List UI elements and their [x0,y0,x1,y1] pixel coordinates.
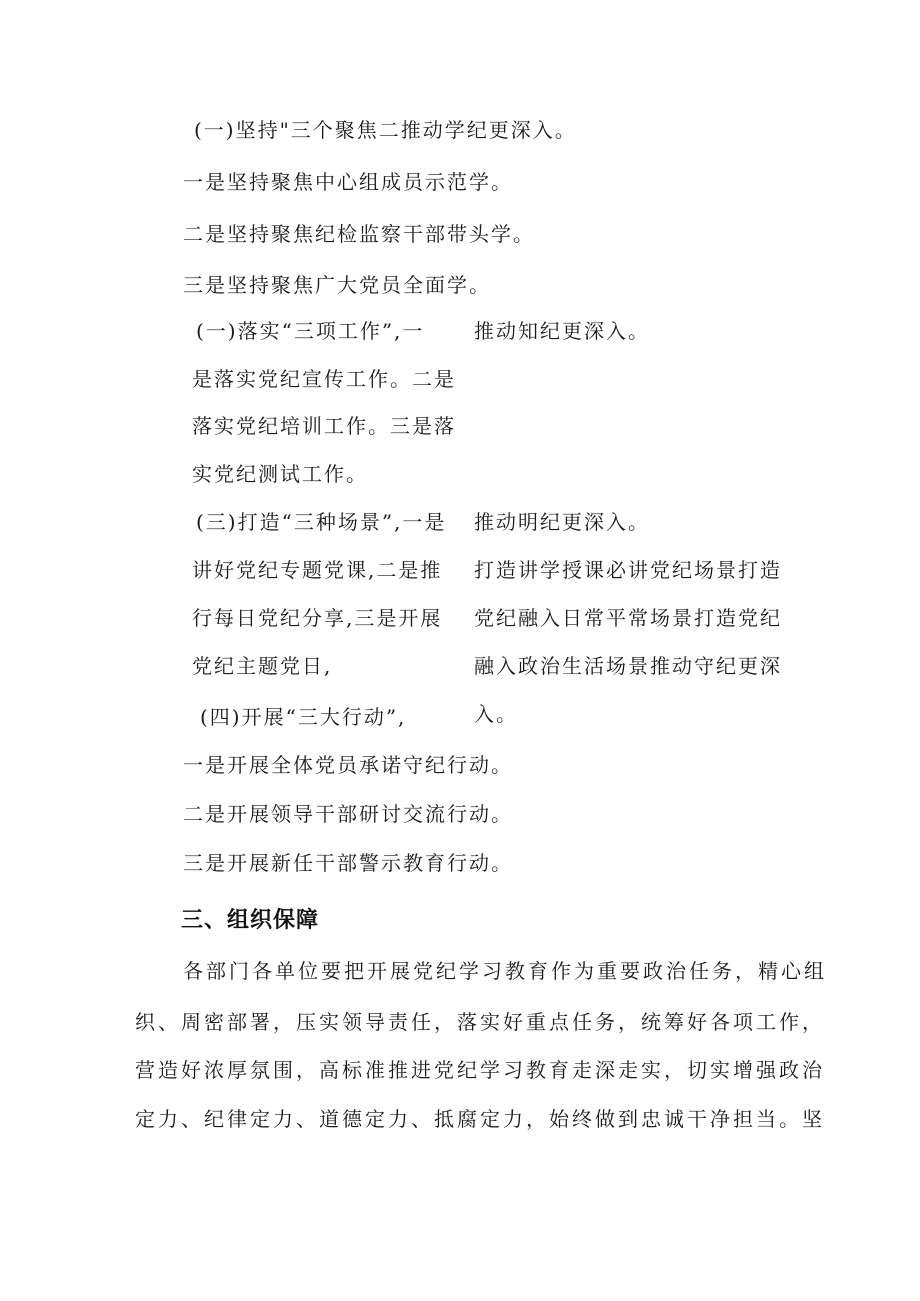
item1-title: (一)坚持"三个聚焦二推动学纪更深入。 [194,118,577,142]
item4-line-1: 一是开展全体党员承诺守纪行动。 [183,753,513,777]
item4-line-3: 三是开展新任干部警示教育行动。 [183,851,513,875]
item1-line-2: 二是坚持聚焦纪检监察干部带头学。 [183,222,535,246]
item4-title: (四)开展“三大行动”, [200,705,407,729]
item3-left-line-3: 行每日党纪分享,三是开展 [192,606,443,630]
item1-line-3: 三是坚持聚焦广大党员全面学。 [183,273,491,297]
item2-left-line-1: (一)落实“三项工作”,一 [196,319,425,343]
item1-line-1: 一是坚持聚焦中心组成员示范学。 [183,170,513,194]
paragraph-line-3: 营造好浓厚氛围，高标准推进党纪学习教育走深走实，切实增强政治 [135,1058,825,1082]
item3-right-line-4: 融入政治生活场景推动守纪更深 [474,654,782,678]
item2-left-line-4: 实党纪测试工作。 [192,462,368,486]
item4-line-2: 二是开展领导干部研讨交流行动。 [183,802,513,826]
item3-right-line-2: 打造讲学授课必讲党纪场景打造 [474,558,782,582]
item3-right-line-5: 入。 [474,702,518,726]
item3-left-line-1: (三)打造“三种场景”,一是 [196,510,447,534]
item2-right-line: 推动知纪更深入。 [474,319,650,343]
section-heading: 三、组织保障 [181,908,320,933]
item2-left-line-2: 是落实党纪宣传工作。二是 [192,367,456,391]
item3-left-line-4: 党纪主题党日, [192,654,333,678]
paragraph-line-1: 各部门各单位要把开展党纪学习教育作为重要政治任务，精心组 [183,959,827,983]
item2-left-line-3: 落实党纪培训工作。三是落 [192,414,456,438]
item3-left-line-2: 讲好党纪专题党课,二是推 [192,558,443,582]
paragraph-line-4: 定力、纪律定力、道德定力、抵腐定力，始终做到忠诚干净担当。坚 [135,1107,825,1131]
item3-right-line-1: 推动明纪更深入。 [474,510,650,534]
item3-right-line-3: 党纪融入日常平常场景打造党纪 [474,606,782,630]
paragraph-line-2: 织、周密部署，压实领导责任，落实好重点任务，统筹好各项工作， [135,1010,825,1034]
